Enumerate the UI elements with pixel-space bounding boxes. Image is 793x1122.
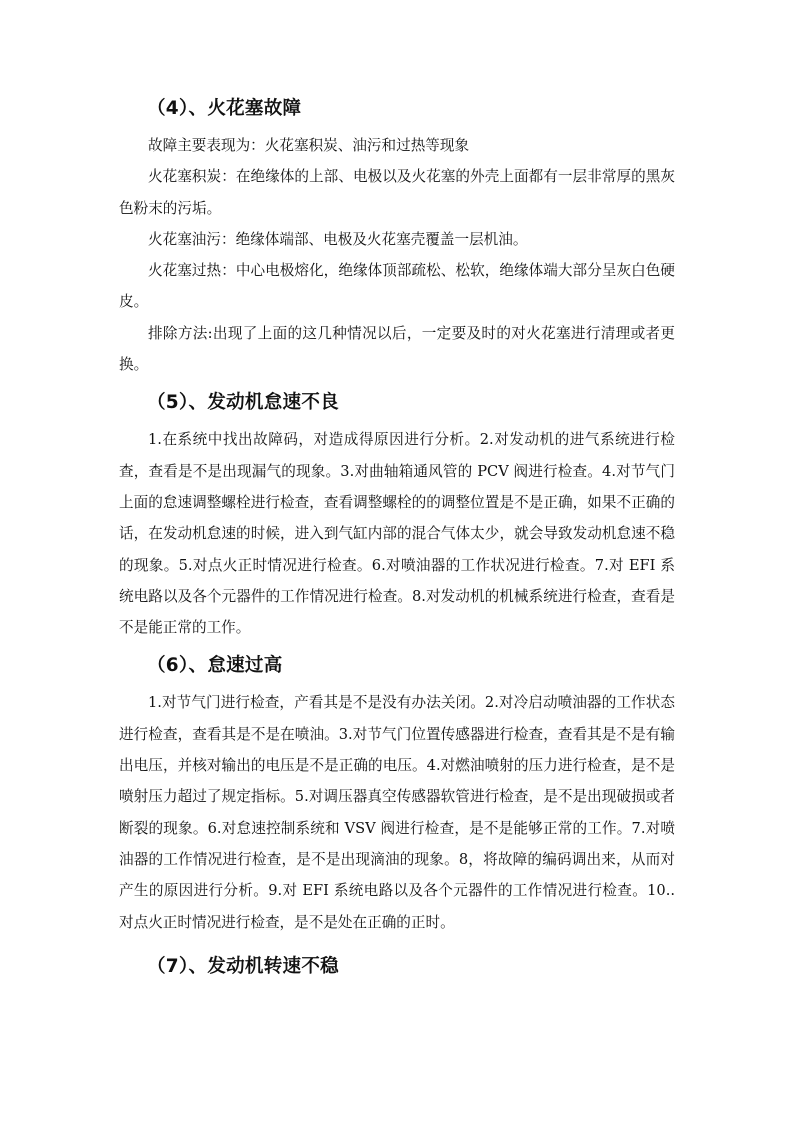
paragraph: 火花塞过热：中心电极熔化，绝缘体顶部疏松、松软，绝缘体端大部分呈灰白色硬皮。 — [119, 262, 675, 311]
paragraph: 故障主要表现为：火花塞积炭、油污和过热等现象 — [148, 137, 470, 154]
section-heading-7: （7）、发动机转速不稳 — [147, 955, 339, 977]
paragraph: 排除方法:出现了上面的这几种情况以后，一定要及时的对火花塞进行清理或者更换。 — [119, 324, 675, 374]
document-body — [119, 92, 675, 988]
section-heading-6: （6）、怠速过高 — [147, 655, 283, 677]
paragraph: 火花塞油污：绝缘体端部、电极及火花塞壳覆盖一层机油。 — [148, 230, 528, 248]
section-heading-4: （4）、火花塞故障 — [147, 98, 302, 119]
section-heading-5: （5）、发动机怠速不良 — [147, 392, 339, 414]
paragraph: 1.对节气门进行检查，产看其是不是没有办法关闭。2.对冷启动喷油器的工作状态进行检查，查看其是不是在喷油。3.对节气门位置传感器进行检查，查看其是不是有输出电压，并核对输出的电压是不是正确的电压。4.对燃油喷射的压力进行检查，是不是喷射压力超过了规定指标。5.对调压器真空传感器软管进行检查，是不是出现破损或者断裂的现象。6.对怠速控制系统和 VSV 阀进行检查，是不是能够正常的工作。7.对喷油器的工作情况进行检查，是不是出现滴油的现象。8，将故障的编码调出来，从而对产生的原因进行分析。9.对 EFI 系统电路以及各个元器件的工作情况进行检查。10..对点火正时情况进行检查，是不是处在正确的正时。 — [119, 694, 675, 931]
paragraph: 火花塞积炭：在绝缘体的上部、电极以及火花塞的外壳上面都有一层非常厚的黑灰色粉末的污垢。 — [119, 168, 675, 217]
paragraph: 1.在系统中找出故障码，对造成得原因进行分析。2.对发动机的进气系统进行检查，查看是不是出现漏气的现象。3.对曲轴箱通风管的 PCV 阀进行检查。4.对节气门上面的怠速调整螺栓进行检查，查看调整螺栓的的调整位置是不是正确，如果不正确的话，在发动机怠速的时候，进入到气缸内部的混合气体太少，就会导致发动机怠速不稳的现象。5.对点火正时情况进行检查。6.对喷油器的工作状况进行检查。7.对 EFI 系统电路以及各个元器件的工作情况进行检查。8.对发动机的机械系统进行检查，查看是不是能正常的工作。 — [119, 431, 675, 637]
